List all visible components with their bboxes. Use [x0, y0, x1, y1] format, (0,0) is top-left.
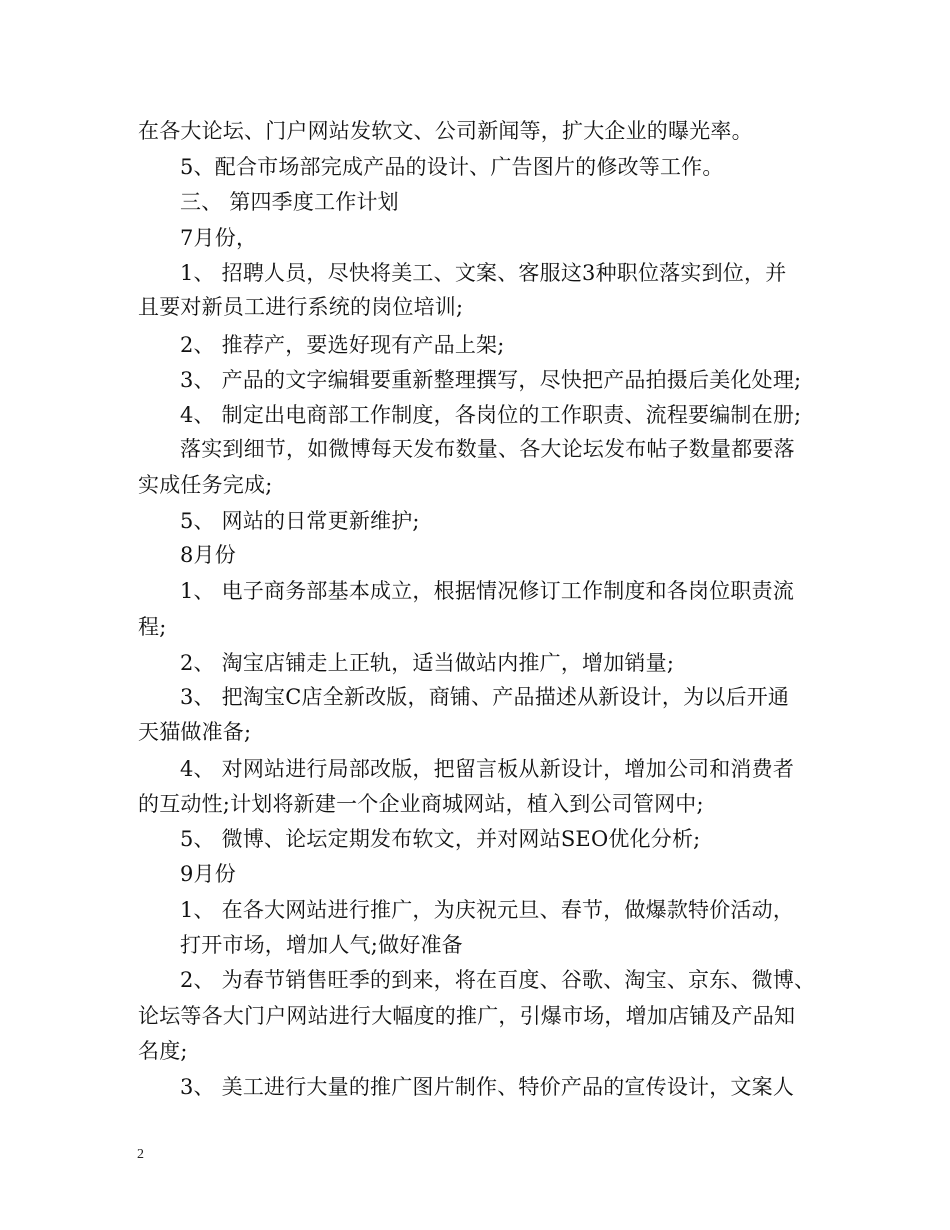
text-line-21: 5、 微博、论坛定期发布软文，并对网站SEO优化分析;	[180, 827, 701, 851]
text-line-15: 程;	[138, 615, 167, 639]
text-line-23: 1、 在各大网站进行推广，为庆祝元旦、春节，做爆款特价活动，	[180, 898, 795, 922]
text-line-26: 论坛等各大门户网站进行大幅度的推广，引爆市场，增加店铺及产品知	[138, 1004, 796, 1028]
text-line-12: 5、 网站的日常更新维护;	[180, 509, 420, 533]
text-line-18: 天猫做准备;	[138, 720, 252, 744]
text-line-24: 打开市场，增加人气;做好准备	[180, 933, 463, 957]
text-line-2: 5、配合市场部完成产品的设计、广告图片的修改等工作。	[180, 155, 724, 179]
text-line-8: 3、 产品的文字编辑要重新整理撰写，尽快把产品拍摄后美化处理;	[180, 368, 802, 392]
text-line-16: 2、 淘宝店铺走上正轨，适当做站内推广，增加销量;	[180, 651, 675, 675]
text-line-7: 2、 推荐产，要选好现有产品上架;	[180, 333, 505, 357]
month-heading-august: 8月份	[180, 543, 236, 567]
text-line-5: 1、 招聘人员，尽快将美工、文案、客服这3种职位落实到位，并	[180, 261, 787, 285]
text-line-19: 4、 对网站进行局部改版，把留言板从新设计，增加公司和消费者	[180, 757, 795, 781]
text-line-17: 3、 把淘宝C店全新改版，商铺、产品描述从新设计，为以后开通	[180, 685, 790, 709]
section-heading: 三、 第四季度工作计划	[180, 190, 399, 214]
month-heading-july: 7月份，	[180, 226, 258, 250]
text-line-25: 2、 为春节销售旺季的到来，将在百度、谷歌、淘宝、京东、微博、	[180, 968, 816, 992]
text-line-1: 在各大论坛、门户网站发软文、公司新闻等，扩大企业的曝光率。	[138, 119, 753, 143]
text-line-14: 1、 电子商务部基本成立，根据情况修订工作制度和各岗位职责流	[180, 579, 795, 603]
month-heading-september: 9月份	[180, 862, 236, 886]
text-line-10: 落实到细节，如微博每天发布数量、各大论坛发布帖子数量都要落	[180, 437, 795, 461]
text-line-6: 且要对新员工进行系统的岗位培训;	[138, 295, 464, 319]
text-line-9: 4、 制定出电商部工作制度，各岗位的工作职责、流程要编制在册;	[180, 403, 802, 427]
text-line-27: 名度;	[138, 1039, 188, 1063]
page-number: 2	[137, 1147, 144, 1162]
text-line-11: 实成任务完成;	[138, 473, 273, 497]
text-line-28: 3、 美工进行大量的推广图片制作、特价产品的宣传设计，文案人	[180, 1075, 795, 1099]
text-line-20: 的互动性;计划将新建一个企业商城网站，植入到公司管网中;	[138, 792, 704, 816]
